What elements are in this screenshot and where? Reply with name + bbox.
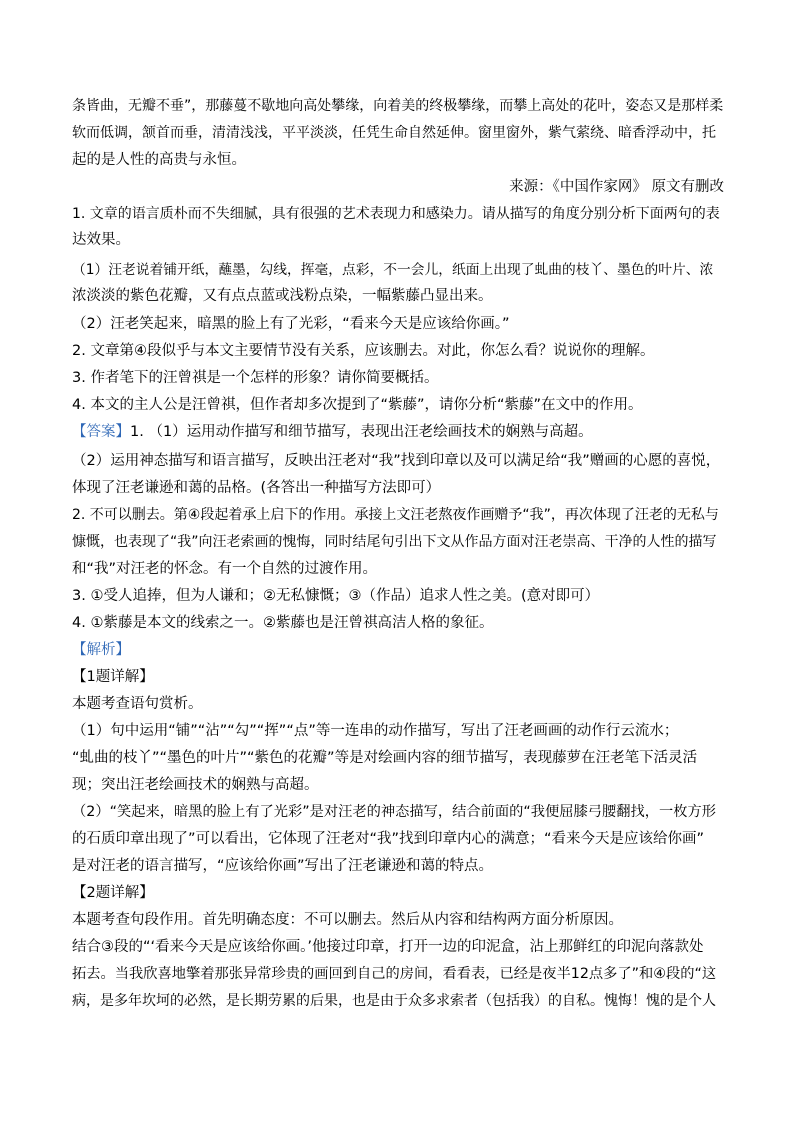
question-line: （2）汪老笑起来，暗黑的脸上有了光彩，“看来今天是应该给你画。”	[72, 316, 510, 332]
answer-line-1: 【答案】1. （1）运用动作描写和细节描写，表现出汪老绘画技术的娴熟与高超。	[72, 424, 593, 440]
analysis-line: （1）句中运用“铺”“沾”“勾”“挥”“点”等一连串的动作描写，写出了汪老画画的动作行云流水；	[72, 723, 679, 739]
analysis-line: 病，是多年坎坷的必然，是长期劳累的后果，也是由于众多求索者（包括我）的自私。愧悔！愧的是个人	[72, 993, 716, 1009]
answer-line: （2）运用神态描写和语言描写，反映出汪老对“我”找到印章以及可以满足给“我”赠画的心愿的喜悦，	[72, 453, 721, 469]
source-citation: 来源：《中国作家网》 原文有删改	[509, 179, 724, 195]
answer-line: 体现了汪老谦逊和蔼的品格。(各答出一种描写方法即可）	[72, 480, 441, 496]
analysis-line: （2）“笑起来，暗黑的脸上有了光彩”是对汪老的神态描写，结合前面的“我便屈膝弓腰翻找，一枚方形	[72, 804, 716, 820]
question-line: 2. 文章第④段似乎与本文主要情节没有关系，应该删去。对此，你怎么看？说说你的理解。	[72, 343, 655, 359]
question-line: 浓淡淡的紫色花瓣，又有点点蓝或浅粉点染，一幅紫藤凸显出来。	[72, 288, 493, 304]
paragraph-line: 软而低调，颔首而垂，清清浅浅，平平淡淡，任凭生命自然延伸。窗里窗外，紫气萦绕、暗香浮动中，托	[72, 125, 716, 141]
section-heading: 【1题详解】	[72, 669, 154, 685]
analysis-line: 本题考查语句赏析。	[72, 696, 203, 712]
answer-line: 慷慨，也表现了“我”向汪老索画的愧悔，同时结尾句引出下文从作品方面对汪老崇高、干净的人性的描写	[72, 534, 717, 550]
analysis-line: 是对汪老的语言描写，“应该给你画”写出了汪老谦逊和蔼的特点。	[72, 858, 494, 874]
analysis-line: 的石质印章出现了”可以看出，它体现了汪老对“我”找到印章内心的满意；“看来今天是应该给你画”	[72, 831, 705, 847]
answer-tag: 【答案】	[72, 424, 130, 440]
answer-line: 4. ①紫藤是本文的线索之一。②紫藤也是汪曾祺高洁人格的象征。	[72, 615, 494, 631]
question-line: 达效果。	[72, 232, 130, 248]
question-line: 4. 本文的主人公是汪曾祺，但作者却多次提到了“紫藤”，请你分析“紫藤”在文中的作用。	[72, 397, 643, 413]
analysis-tag: 【解析】	[72, 642, 130, 658]
section-heading: 【2题详解】	[72, 885, 154, 901]
question-line: 3. 作者笔下的汪曾祺是一个怎样的形象？请你简要概括。	[72, 370, 439, 386]
analysis-line: 结合③段的“‘看来今天是应该给你画。’他接过印章，打开一边的印泥盒，沾上那鲜红的印泥向落款处	[72, 939, 704, 955]
analysis-line: 拓去。当我欣喜地擎着那张异常珍贵的画回到自己的房间，看看表，已经是夜半12点多了”和④段的“这	[72, 966, 717, 982]
analysis-line: “虬曲的枝丫”“墨色的叶片”“紫色的花瓣”等是对绘画内容的细节描写，表现藤萝在汪老笔下活灵活	[72, 750, 698, 766]
analysis-line: 本题考查句段作用。首先明确态度：不可以删去。然后从内容和结构两方面分析原因。	[72, 912, 623, 928]
paragraph-line: 起的是人性的高贵与永恒。	[72, 152, 246, 168]
question-line: （1）汪老说着铺开纸，蘸墨，勾线，挥毫，点彩，不一会儿，纸面上出现了虬曲的枝丫、墨色的叶片、浓	[72, 262, 714, 278]
answer-line: 2. 不可以删去。第④段起着承上启下的作用。承接上文汪老熬夜作画赠予“我”，再次体现了汪老的无私与	[72, 507, 719, 523]
answer-line: 和“我”对汪老的怀念。有一个自然的过渡作用。	[72, 561, 378, 577]
answer-line: 3. ①受人追捧，但为人谦和；②无私慷慨；③（作品）追求人性之美。(意对即可）	[72, 588, 600, 604]
paragraph-line: 条皆曲，无瓣不垂”，那藤蔓不歇地向高处攀缘，向着美的终极攀缘，而攀上高处的花叶，姿态又是那样柔	[72, 98, 724, 114]
analysis-line: 现；突出汪老绘画技术的娴熟与高超。	[72, 777, 319, 793]
question-line: 1. 文章的语言质朴而不失细腻，具有很强的艺术表现力和感染力。请从描写的角度分别分析下面两句的表	[72, 206, 720, 222]
